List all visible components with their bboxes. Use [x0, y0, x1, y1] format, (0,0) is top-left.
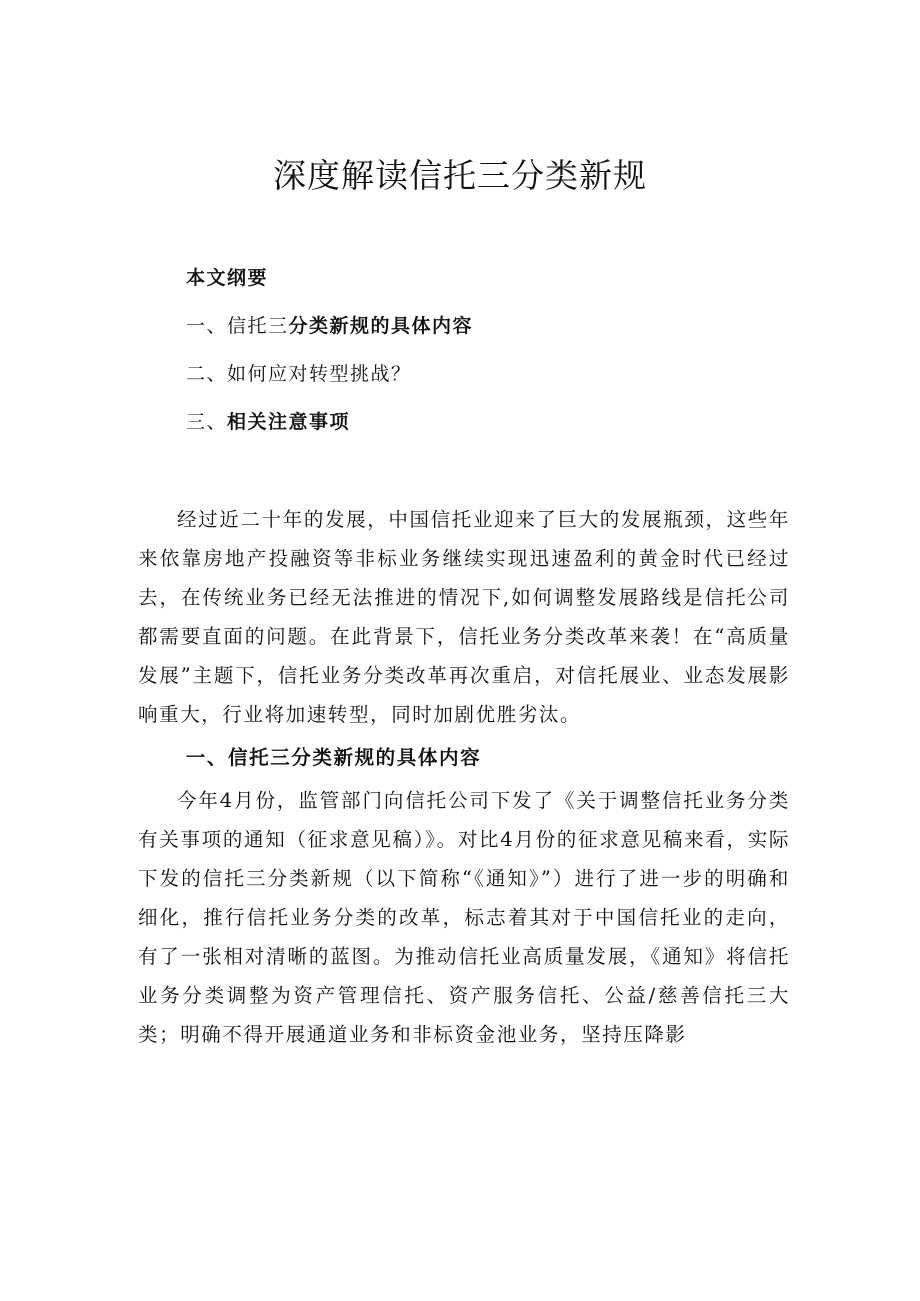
document-title: 深度解读信托三分类新规 [273, 156, 647, 195]
outline-item-3 [186, 406, 826, 454]
intro-paragraph: 经过近二十年的发展，中国信托业迎来了巨大的发展瓶颈，这些年来依靠房地产投融资等非标业务继续实现迅速盈利的黄金时代已经过去，在传统业务已经无法推进的情况下,如何调整发展路线是信托公司都需要直面的问题。在此背景下，信托业务分类改革来袭！在“高质量发展”主题下，信托业务分类改革再次重启，对信托展业、业态发展影响重大，行业将加速转型，同时加剧优胜劣汰。 [138, 508, 790, 726]
outline-item-1-rest: 分类新规的具体内容 [288, 315, 474, 337]
outline-item-2-prefix: 二、如何应对转型挑战？ [186, 363, 412, 385]
outline-item-2 [186, 358, 826, 406]
outline-item-3-rest: 相关注意事项 [227, 411, 351, 433]
outline-heading: 本文纲要 [186, 267, 269, 289]
section-1-paragraph: 今年4月份，监管部门向信托公司下发了《关于调整信托业务分类有关事项的通知（征求意见稿）》。对比4月份的征求意见稿来看，实际下发的信托三分类新规（以下简称“《通知》”）进行了进一步的明确和细化，推行信托业务分类的改革，标志着其对于中国信托业的走向，有了一张相对清晰的蓝图。为推动信托业高质量发展，《通知》将信托业务分类调整为资产管理信托、资产服务信托、公益/慈善信托三大类；明确不得开展通道业务和非标资金池业务，坚持压降影 [138, 789, 790, 1046]
outline-section [186, 262, 826, 454]
outline-item-1-prefix: 一、信托三 [186, 315, 289, 337]
document-body [138, 500, 790, 1054]
outline-item-3-prefix: 三、 [186, 411, 228, 433]
outline-item-1 [186, 310, 826, 358]
section-1-heading: 一、信托三分类新规的具体内容 [185, 746, 482, 769]
